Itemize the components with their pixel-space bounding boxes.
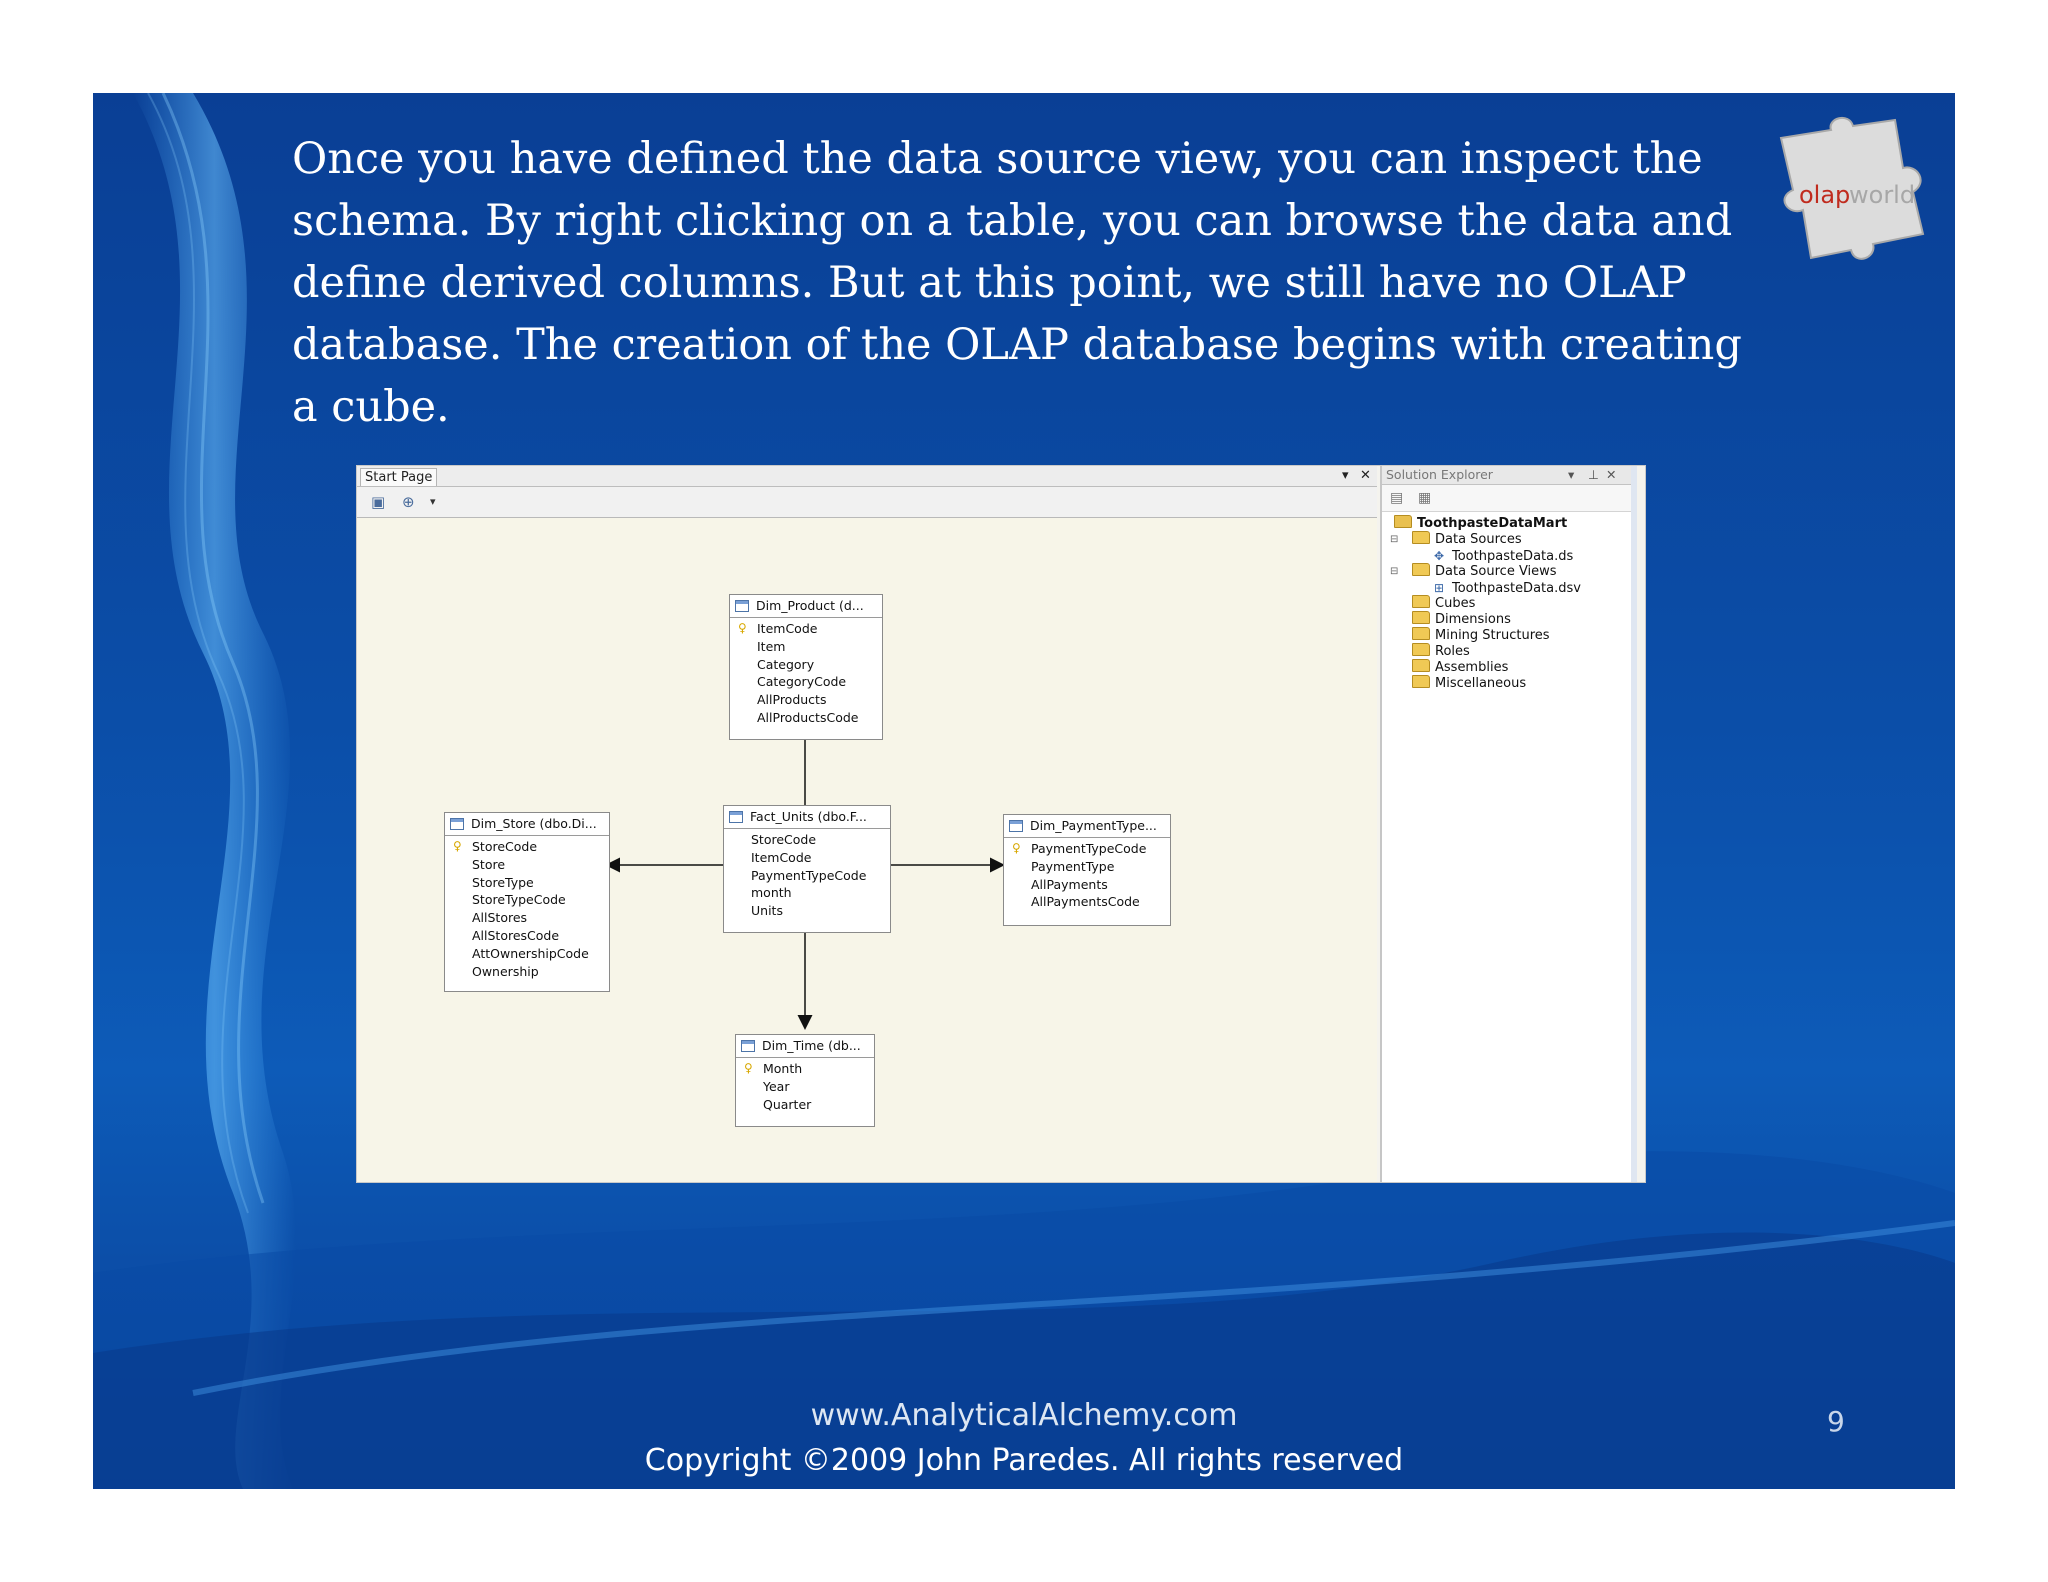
- zoom-dropdown-icon[interactable]: ▾: [430, 495, 436, 508]
- footer-copyright: Copyright ©2009 John Paredes. All rights reserved: [644, 1443, 1404, 1478]
- table-title: Dim_Store (dbo.Di...: [471, 816, 597, 831]
- close-icon[interactable]: ✕: [1606, 467, 1617, 482]
- tree-project[interactable]: ToothpasteDataMart: [1394, 515, 1567, 533]
- diagram-organizer-icon[interactable]: ▣: [371, 493, 386, 511]
- logo-olap: olap: [1799, 181, 1851, 209]
- project-icon: [1394, 515, 1412, 528]
- tree-data-sources[interactable]: Data Sources: [1412, 531, 1522, 549]
- table-title: Dim_Time (db...: [762, 1038, 861, 1053]
- tree-dsv-file[interactable]: ⊞ ToothpasteData.dsv: [1434, 581, 1581, 596]
- column-row[interactable]: ♀ ItemCode: [738, 621, 818, 636]
- puzzle-piece-icon: [1753, 108, 1943, 298]
- column-row[interactable]: Quarter: [763, 1096, 812, 1112]
- ssms-screenshot: [356, 465, 1646, 1183]
- tree-datasource-file[interactable]: ✥ ToothpasteData.ds: [1434, 549, 1574, 564]
- pin-icon[interactable]: ⊥: [1588, 467, 1599, 482]
- column-row[interactable]: ItemCode: [751, 849, 812, 865]
- column-row[interactable]: AllProducts: [757, 692, 827, 708]
- dsv-designer-pane: [357, 466, 1377, 1182]
- tree-data-source-views[interactable]: Data Source Views: [1412, 563, 1557, 581]
- column-row[interactable]: StoreTypeCode: [472, 892, 566, 908]
- folder-icon: [1412, 675, 1430, 688]
- column-row[interactable]: AttOwnershipCode: [472, 945, 589, 961]
- table-icon: [1009, 820, 1023, 832]
- dsv-icon: ⊞: [1434, 581, 1445, 595]
- tree-mining-structures[interactable]: Mining Structures: [1412, 627, 1550, 645]
- table-icon: [741, 1040, 755, 1052]
- view-code-icon[interactable]: ▦: [1418, 490, 1432, 506]
- solution-explorer-title: Solution Explorer: [1386, 467, 1493, 482]
- table-fact-units[interactable]: [723, 805, 891, 933]
- designer-tab-bar: [357, 466, 1377, 487]
- folder-icon: [1412, 531, 1430, 544]
- column-row[interactable]: PaymentType: [1031, 858, 1115, 874]
- folder-icon: [1412, 563, 1430, 576]
- table-dim-product[interactable]: [729, 594, 883, 740]
- table-dim-store[interactable]: [444, 812, 610, 992]
- folder-icon: [1412, 595, 1430, 608]
- folder-icon: [1412, 659, 1430, 672]
- table-dim-time[interactable]: [735, 1034, 875, 1127]
- tree-roles[interactable]: Roles: [1412, 643, 1470, 661]
- collapse-icon[interactable]: ⊟: [1390, 566, 1399, 577]
- logo-world: world: [1849, 181, 1916, 209]
- solution-explorer: [1380, 466, 1637, 1182]
- column-row[interactable]: ♀ PaymentTypeCode: [1012, 841, 1147, 856]
- column-row[interactable]: month: [751, 885, 792, 901]
- column-row[interactable]: Units: [751, 903, 783, 919]
- solution-explorer-title-bar: [1382, 466, 1637, 485]
- column-row[interactable]: Ownership: [472, 963, 539, 979]
- collapse-icon[interactable]: ⊟: [1390, 534, 1399, 545]
- key-icon: ♀: [738, 621, 747, 635]
- column-row[interactable]: AllStoresCode: [472, 927, 560, 943]
- properties-icon[interactable]: ▤: [1390, 490, 1404, 506]
- olapworld-logo: [1753, 108, 1943, 298]
- column-row[interactable]: StoreType: [472, 874, 534, 890]
- solution-explorer-toolbar: [1382, 485, 1637, 512]
- column-row[interactable]: StoreCode: [751, 832, 817, 847]
- designer-toolbar: [357, 487, 1377, 518]
- tree-assemblies[interactable]: Assemblies: [1412, 659, 1508, 677]
- footer-url: www.AnalyticalAlchemy.com: [810, 1398, 1238, 1433]
- table-dim-paymenttype[interactable]: [1003, 814, 1171, 926]
- column-row[interactable]: AllPayments: [1031, 876, 1108, 892]
- tab-dropdown-icon[interactable]: ▾: [1342, 468, 1349, 483]
- close-icon[interactable]: ✕: [1360, 468, 1371, 483]
- page-number: 9: [1827, 1405, 1845, 1438]
- table-icon: [450, 818, 464, 830]
- column-row[interactable]: Store: [472, 856, 506, 872]
- schema-canvas: [357, 518, 1377, 1182]
- column-row[interactable]: Item: [757, 638, 786, 654]
- column-row[interactable]: Category: [757, 656, 815, 672]
- tree-dimensions[interactable]: Dimensions: [1412, 611, 1511, 629]
- table-title: Dim_PaymentType...: [1030, 818, 1157, 833]
- tab-start-page[interactable]: Start Page: [360, 468, 437, 486]
- tree-miscellaneous[interactable]: Miscellaneous: [1412, 675, 1526, 693]
- dropdown-icon[interactable]: ▾: [1568, 467, 1575, 482]
- folder-icon: [1412, 627, 1430, 640]
- scrollbar[interactable]: [1631, 466, 1637, 1182]
- key-icon: ♀: [453, 839, 462, 853]
- column-row[interactable]: Year: [763, 1078, 790, 1094]
- zoom-icon[interactable]: ⊕: [402, 493, 415, 511]
- tree-cubes[interactable]: Cubes: [1412, 595, 1475, 613]
- table-icon: [735, 600, 749, 612]
- column-row[interactable]: PaymentTypeCode: [751, 867, 867, 883]
- table-title: Fact_Units (dbo.F...: [750, 809, 867, 824]
- table-icon: [729, 811, 743, 823]
- column-row[interactable]: CategoryCode: [757, 674, 847, 690]
- column-row[interactable]: ♀ StoreCode: [453, 839, 538, 854]
- key-icon: ♀: [744, 1061, 753, 1075]
- slide: [93, 93, 1955, 1489]
- key-icon: ♀: [1012, 841, 1021, 855]
- column-row[interactable]: AllPaymentsCode: [1031, 894, 1140, 910]
- table-title: Dim_Product (d...: [756, 598, 864, 613]
- folder-icon: [1412, 611, 1430, 624]
- column-row[interactable]: AllStores: [472, 910, 528, 926]
- column-row[interactable]: ♀ Month: [744, 1061, 803, 1076]
- slide-paragraph: Once you have defined the data source view, you can inspect the schema. By right clicking on a table, you can browse the data and define derived columns. But at this point, we still have no OLAP database. The creation of the OLAP database begins with creating a cube.: [292, 134, 1742, 432]
- datasource-icon: ✥: [1434, 549, 1445, 563]
- column-row[interactable]: AllProductsCode: [757, 709, 859, 725]
- folder-icon: [1412, 643, 1430, 656]
